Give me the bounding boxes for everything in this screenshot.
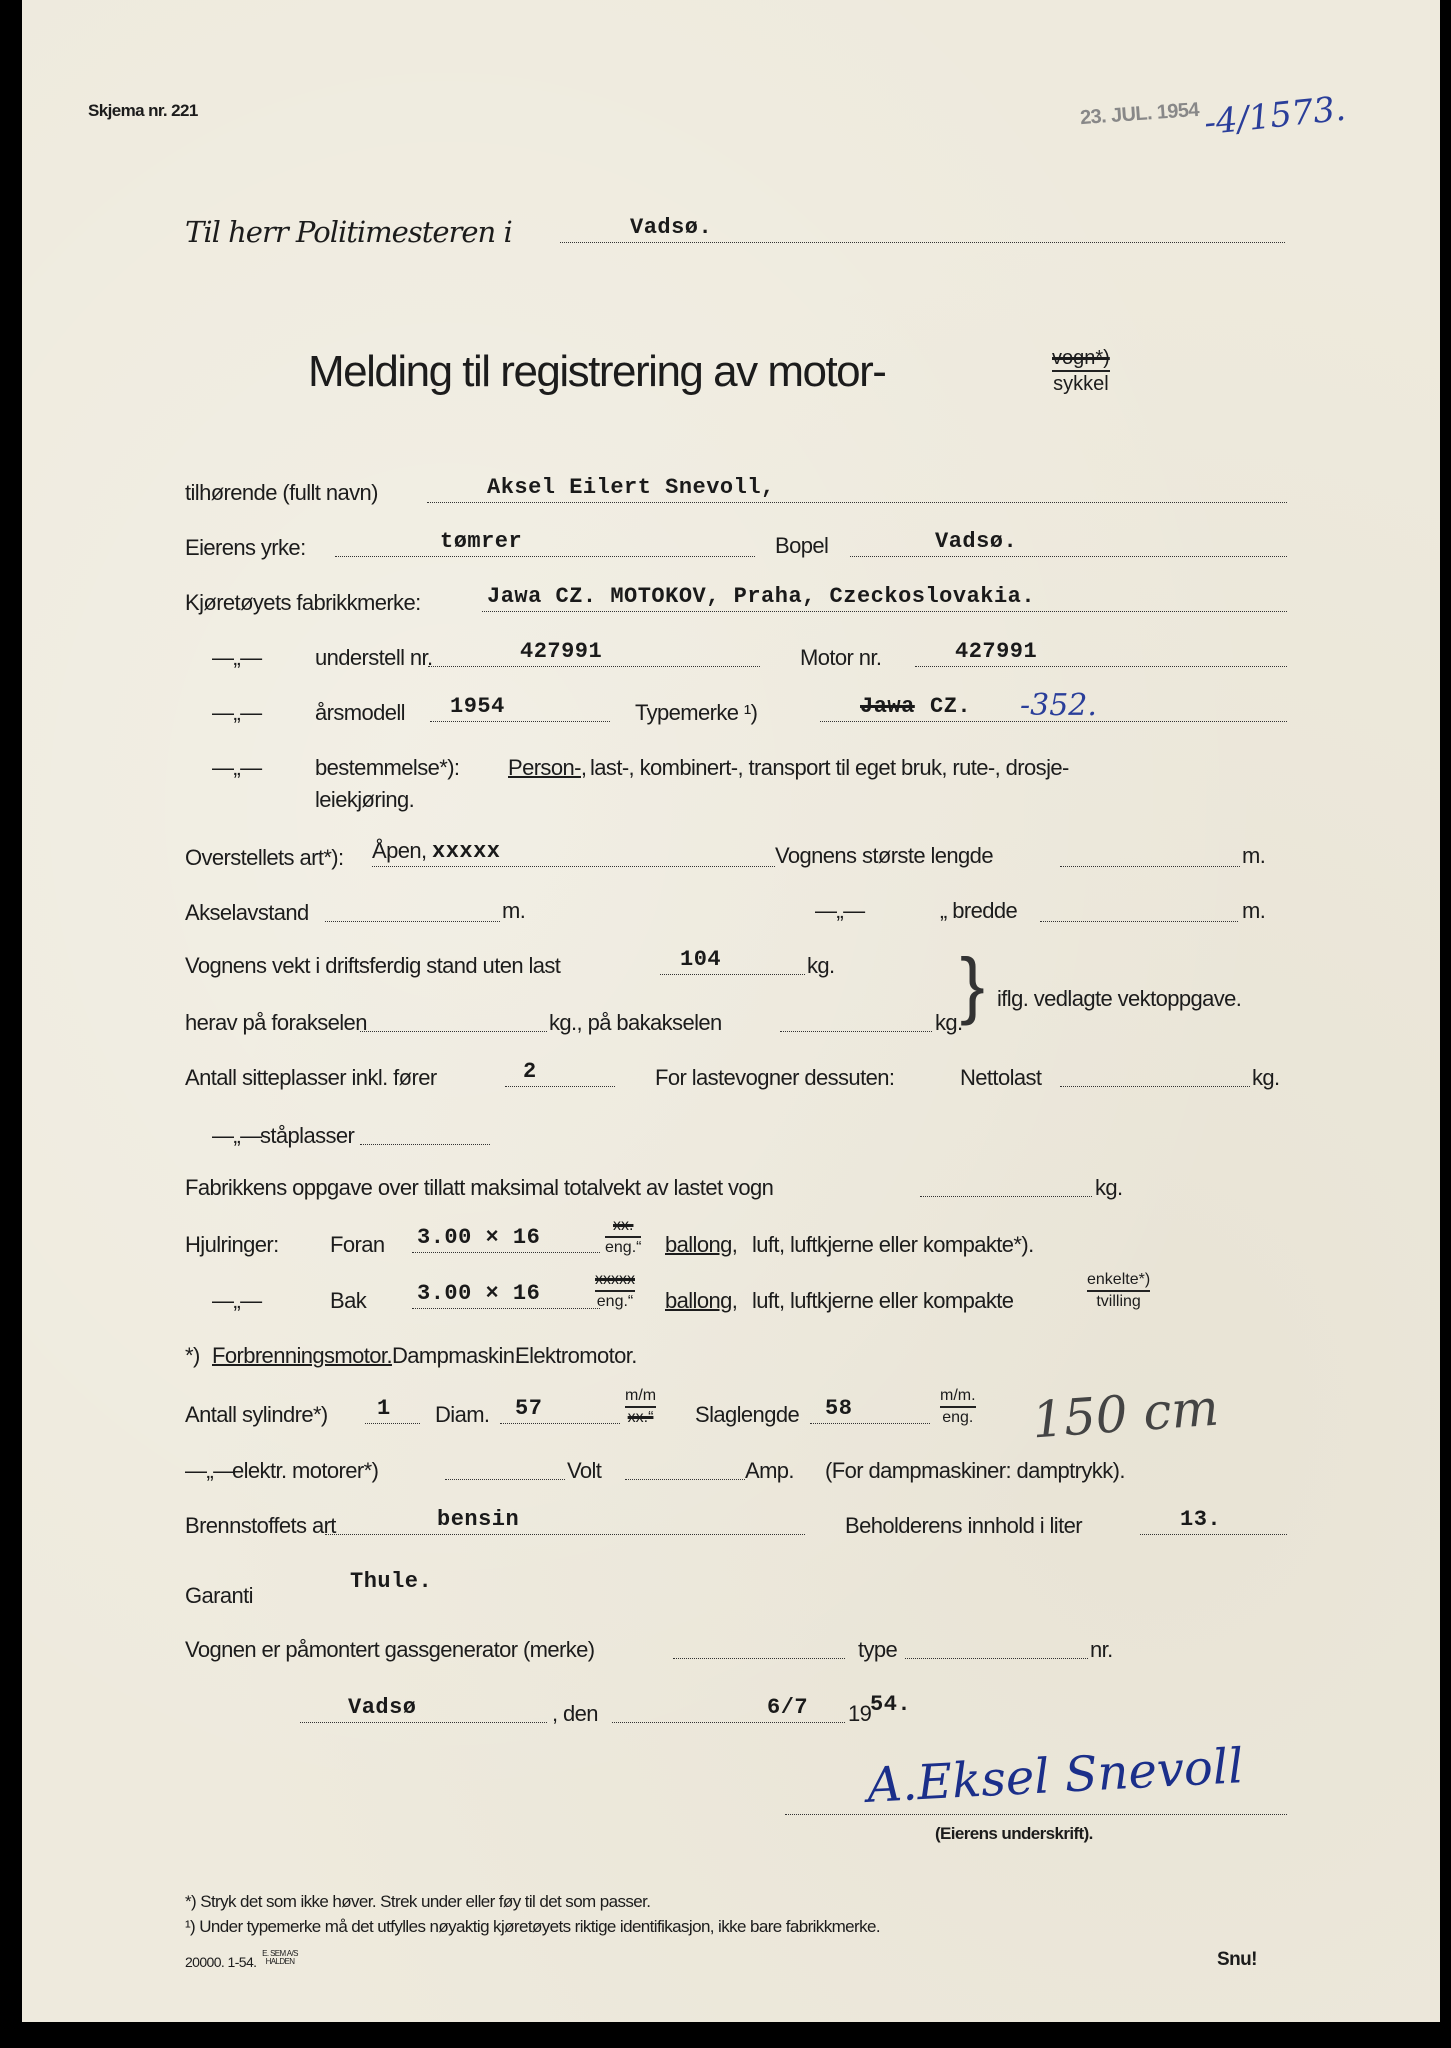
title-option-struck: vogn*)	[1052, 348, 1110, 372]
purpose-label: bestemmelse*):	[315, 755, 460, 780]
chassis-value: 427991	[520, 639, 603, 664]
width-field[interactable]	[1040, 897, 1238, 922]
addressee-label: Til herr Politimesteren i	[185, 215, 512, 249]
unit-eng: eng.“	[596, 1293, 634, 1310]
date-value: 6/7	[767, 1695, 809, 1720]
unit-struck: xxxxx	[595, 1272, 635, 1292]
unit-eng: eng.	[942, 1409, 974, 1426]
weight-label: Vognens vekt i driftsferdig stand uten last	[185, 953, 561, 978]
motor-field[interactable]	[915, 639, 1287, 667]
rear-axle-label: kg., på bakakselen	[549, 1010, 722, 1035]
engine-type-selected: Forbrenningsmotor.	[212, 1343, 392, 1368]
unit-struck: xx.“	[627, 1409, 654, 1426]
purpose-options-line2: leiekjøring.	[315, 787, 415, 812]
front-tire-label: Foran	[330, 1232, 385, 1257]
engine-type-steam: Dampmaskin.	[392, 1343, 520, 1368]
fuel-value: bensin	[437, 1507, 520, 1532]
steam-pressure-label: (For dampmaskiner: damptrykk).	[825, 1458, 1125, 1483]
type-field[interactable]	[820, 688, 1287, 723]
tank-value: 13.	[1180, 1507, 1222, 1532]
front-tire-field[interactable]	[412, 1225, 600, 1253]
gas-generator-type-label: type	[858, 1637, 898, 1662]
purpose-selected: Person-,	[508, 755, 587, 780]
weight-note: iflg. vedlagte vektoppgave.	[997, 986, 1242, 1011]
occupation-label: Eierens yrke:	[185, 535, 306, 560]
stroke-value: 58	[825, 1396, 853, 1421]
fuel-field[interactable]	[325, 1507, 805, 1535]
owner-name-label: tilhørende (fullt navn)	[185, 480, 378, 505]
guarantee-value: Thule.	[350, 1569, 433, 1594]
addressee-value: Vadsø.	[630, 215, 713, 240]
standing-label: ståplasser	[260, 1123, 355, 1148]
diameter-unit	[625, 1388, 656, 1426]
type-struck-value: Jawa	[860, 694, 915, 719]
diameter-field[interactable]	[500, 1396, 620, 1424]
owner-signature: A.Eksel Snevoll	[865, 1738, 1245, 1814]
guarantee-field[interactable]	[255, 1569, 555, 1597]
net-load-unit: kg.	[1252, 1065, 1280, 1090]
front-tire-selected: ballong,	[665, 1232, 738, 1257]
fuel-label: Brennstoffets art	[185, 1513, 336, 1538]
weight-unit: kg.	[807, 953, 835, 978]
amp-label: Amp.	[745, 1458, 794, 1483]
rear-axle-field[interactable]	[780, 1007, 932, 1032]
gas-generator-type-field[interactable]	[905, 1634, 1088, 1659]
registration-form	[22, 0, 1440, 2022]
motor-label: Motor nr.	[800, 645, 882, 670]
print-info: 20000. 1-54.	[185, 1954, 257, 1970]
volt-label: Volt	[567, 1458, 602, 1483]
gas-generator-nr-label: nr.	[1090, 1637, 1113, 1662]
owner-name-field[interactable]	[427, 475, 1287, 503]
make-field[interactable]	[482, 584, 1287, 612]
front-axle-label: herav på forakselen	[185, 1010, 367, 1035]
signature-label: (Eierens underskrift).	[935, 1824, 1093, 1843]
journal-number: -4/1573.	[1202, 88, 1348, 144]
wheelbase-unit: m.	[502, 898, 526, 923]
body-label: Overstellets art*):	[185, 845, 344, 870]
body-struck-value: xxxxx	[432, 839, 501, 864]
stroke-label: Slaglengde	[695, 1402, 800, 1427]
received-stamp: 23. JUL. 1954	[1079, 98, 1200, 130]
max-weight-unit: kg.	[1095, 1175, 1123, 1200]
footnote-2: ¹) Under typemerke må det utfylles nøyaktig kjøretøyets riktige identifikasjon, ikke bare fabrikkmerke.	[185, 1917, 880, 1936]
rear-tire-label: Bak	[330, 1288, 367, 1313]
ditto-mark: —„—	[212, 700, 262, 725]
front-tire-unit	[605, 1218, 641, 1256]
addressee-field[interactable]	[560, 215, 1285, 243]
type-handwritten-value: -352.	[1020, 688, 1097, 723]
residence-field[interactable]	[850, 529, 1287, 557]
owner-name-value: Aksel Eilert Snevoll,	[487, 475, 775, 500]
place-field[interactable]	[300, 1695, 547, 1723]
chassis-label: understell nr.	[315, 645, 433, 670]
seats-label: Antall sitteplasser inkl. fører	[185, 1065, 437, 1090]
seats-field[interactable]	[505, 1059, 615, 1087]
front-tire-value: 3.00 × 16	[417, 1225, 541, 1250]
make-label: Kjøretøyets fabrikkmerke:	[185, 590, 421, 615]
width-label: „ bredde	[940, 898, 1018, 923]
title-vehicle-type	[1052, 348, 1110, 394]
residence-value: Vadsø.	[935, 529, 1018, 554]
tank-label: Beholderens innhold i liter	[845, 1513, 1082, 1538]
amp-field[interactable]	[625, 1455, 745, 1480]
ditto-mark: —„—	[212, 1288, 262, 1313]
residence-label: Bopel	[775, 533, 829, 558]
year-field[interactable]	[430, 694, 610, 722]
motor-value: 427991	[955, 639, 1038, 664]
place-value: Vadsø	[348, 1695, 417, 1720]
length-label: Vognens største lengde	[775, 843, 993, 868]
diameter-label: Diam.	[435, 1402, 490, 1427]
rear-tire-unit	[595, 1272, 635, 1310]
ditto-mark: —„—	[212, 645, 262, 670]
gas-generator-label: Vognen er påmontert gassgenerator (merke)	[185, 1637, 595, 1662]
wheelbase-field[interactable]	[325, 897, 500, 922]
weight-value: 104	[680, 947, 722, 972]
length-unit: m.	[1242, 843, 1266, 868]
occupation-field[interactable]	[335, 529, 755, 557]
brace: }	[960, 943, 985, 1026]
mount-single: enkelte*)	[1087, 1272, 1150, 1292]
mount-twin: tvilling	[1096, 1293, 1141, 1310]
rear-tire-options: luft, luftkjerne eller kompakte	[752, 1288, 1014, 1313]
tank-field[interactable]	[1140, 1507, 1287, 1535]
engine-type-electric: Elektromotor.	[515, 1343, 637, 1368]
year-value: 1954	[450, 694, 505, 719]
ditto-mark: —„—	[185, 1458, 235, 1483]
rear-tire-mounting	[1087, 1272, 1150, 1310]
gas-generator-make-field[interactable]	[673, 1634, 845, 1659]
rear-tire-value: 3.00 × 16	[417, 1281, 541, 1306]
turn-over-note: Snu!	[1217, 1949, 1257, 1970]
standing-field[interactable]	[360, 1120, 490, 1145]
chassis-field[interactable]	[428, 639, 760, 667]
year-label: årsmodell	[315, 700, 405, 725]
diameter-value: 57	[515, 1396, 543, 1421]
ditto-mark: —„—	[815, 898, 865, 923]
rear-tire-selected: ballong,	[665, 1288, 738, 1313]
front-tire-options: luft, luftkjerne eller kompakte*).	[752, 1232, 1034, 1257]
max-weight-field[interactable]	[920, 1172, 1092, 1197]
front-axle-field[interactable]	[360, 1007, 547, 1032]
occupation-value: tømrer	[440, 529, 523, 554]
guarantee-label: Garanti	[185, 1583, 253, 1608]
weight-field[interactable]	[660, 947, 805, 975]
cylinders-label: Antall sylindre*)	[185, 1402, 328, 1427]
rear-axle-unit: kg.	[935, 1010, 963, 1035]
make-value: Jawa CZ. MOTOKOV, Praha, Czeckoslovakia.	[487, 584, 1036, 609]
max-weight-label: Fabrikkens oppgave over tillatt maksimal totalvekt av lastet vogn	[185, 1175, 774, 1200]
engine-footnote-mark: *)	[185, 1343, 200, 1368]
body-value: Åpen,	[372, 838, 427, 863]
truck-label: For lastevogner dessuten:	[655, 1065, 895, 1090]
year-suffix: 54.	[870, 1692, 912, 1717]
date-field[interactable]	[612, 1695, 845, 1723]
cylinders-field[interactable]	[365, 1396, 420, 1424]
volt-field[interactable]	[445, 1455, 565, 1480]
year-prefix: 19	[848, 1701, 872, 1726]
unit-struck: xx.	[605, 1218, 641, 1238]
printer-name: E. SEM A/S HALDEN	[262, 1949, 298, 1966]
stroke-unit	[940, 1388, 976, 1426]
unit-mm: m/m	[625, 1388, 656, 1408]
type-value: CZ.	[930, 694, 972, 719]
ditto-mark: —„—	[212, 1123, 262, 1148]
net-load-label: Nettolast	[960, 1065, 1042, 1090]
seats-value: 2	[523, 1059, 537, 1084]
unit-eng: eng.“	[605, 1239, 642, 1256]
length-field[interactable]	[1060, 842, 1240, 867]
date-label: , den	[552, 1701, 598, 1726]
signature-field[interactable]	[785, 1790, 1287, 1815]
wheelbase-label: Akselavstand	[185, 900, 309, 925]
unit-mm: m/m.	[940, 1388, 976, 1408]
purpose-options: last-, kombinert-, transport til eget bruk, rute-, drosje-	[590, 755, 1069, 780]
rear-tire-field[interactable]	[412, 1281, 600, 1309]
title-option-selected: sykkel	[1053, 373, 1109, 395]
electric-motor-label: elektr. motorer*)	[232, 1458, 379, 1483]
width-unit: m.	[1242, 898, 1266, 923]
net-load-field[interactable]	[1060, 1062, 1250, 1087]
form-number: Skjema nr. 221	[88, 101, 198, 120]
ditto-mark: —„—	[212, 755, 262, 780]
tires-label: Hjulringer:	[185, 1232, 279, 1257]
type-label: Typemerke ¹)	[635, 700, 758, 725]
form-title: Melding til registrering av motor-	[308, 347, 886, 396]
footnote-1: *) Stryk det som ikke høver. Strek under eller føy til det som passer.	[185, 1892, 651, 1911]
stroke-field[interactable]	[810, 1396, 930, 1424]
handwritten-note: 150 cm	[1030, 1378, 1221, 1450]
cylinders-value: 1	[377, 1396, 391, 1421]
body-field[interactable]	[372, 838, 775, 867]
